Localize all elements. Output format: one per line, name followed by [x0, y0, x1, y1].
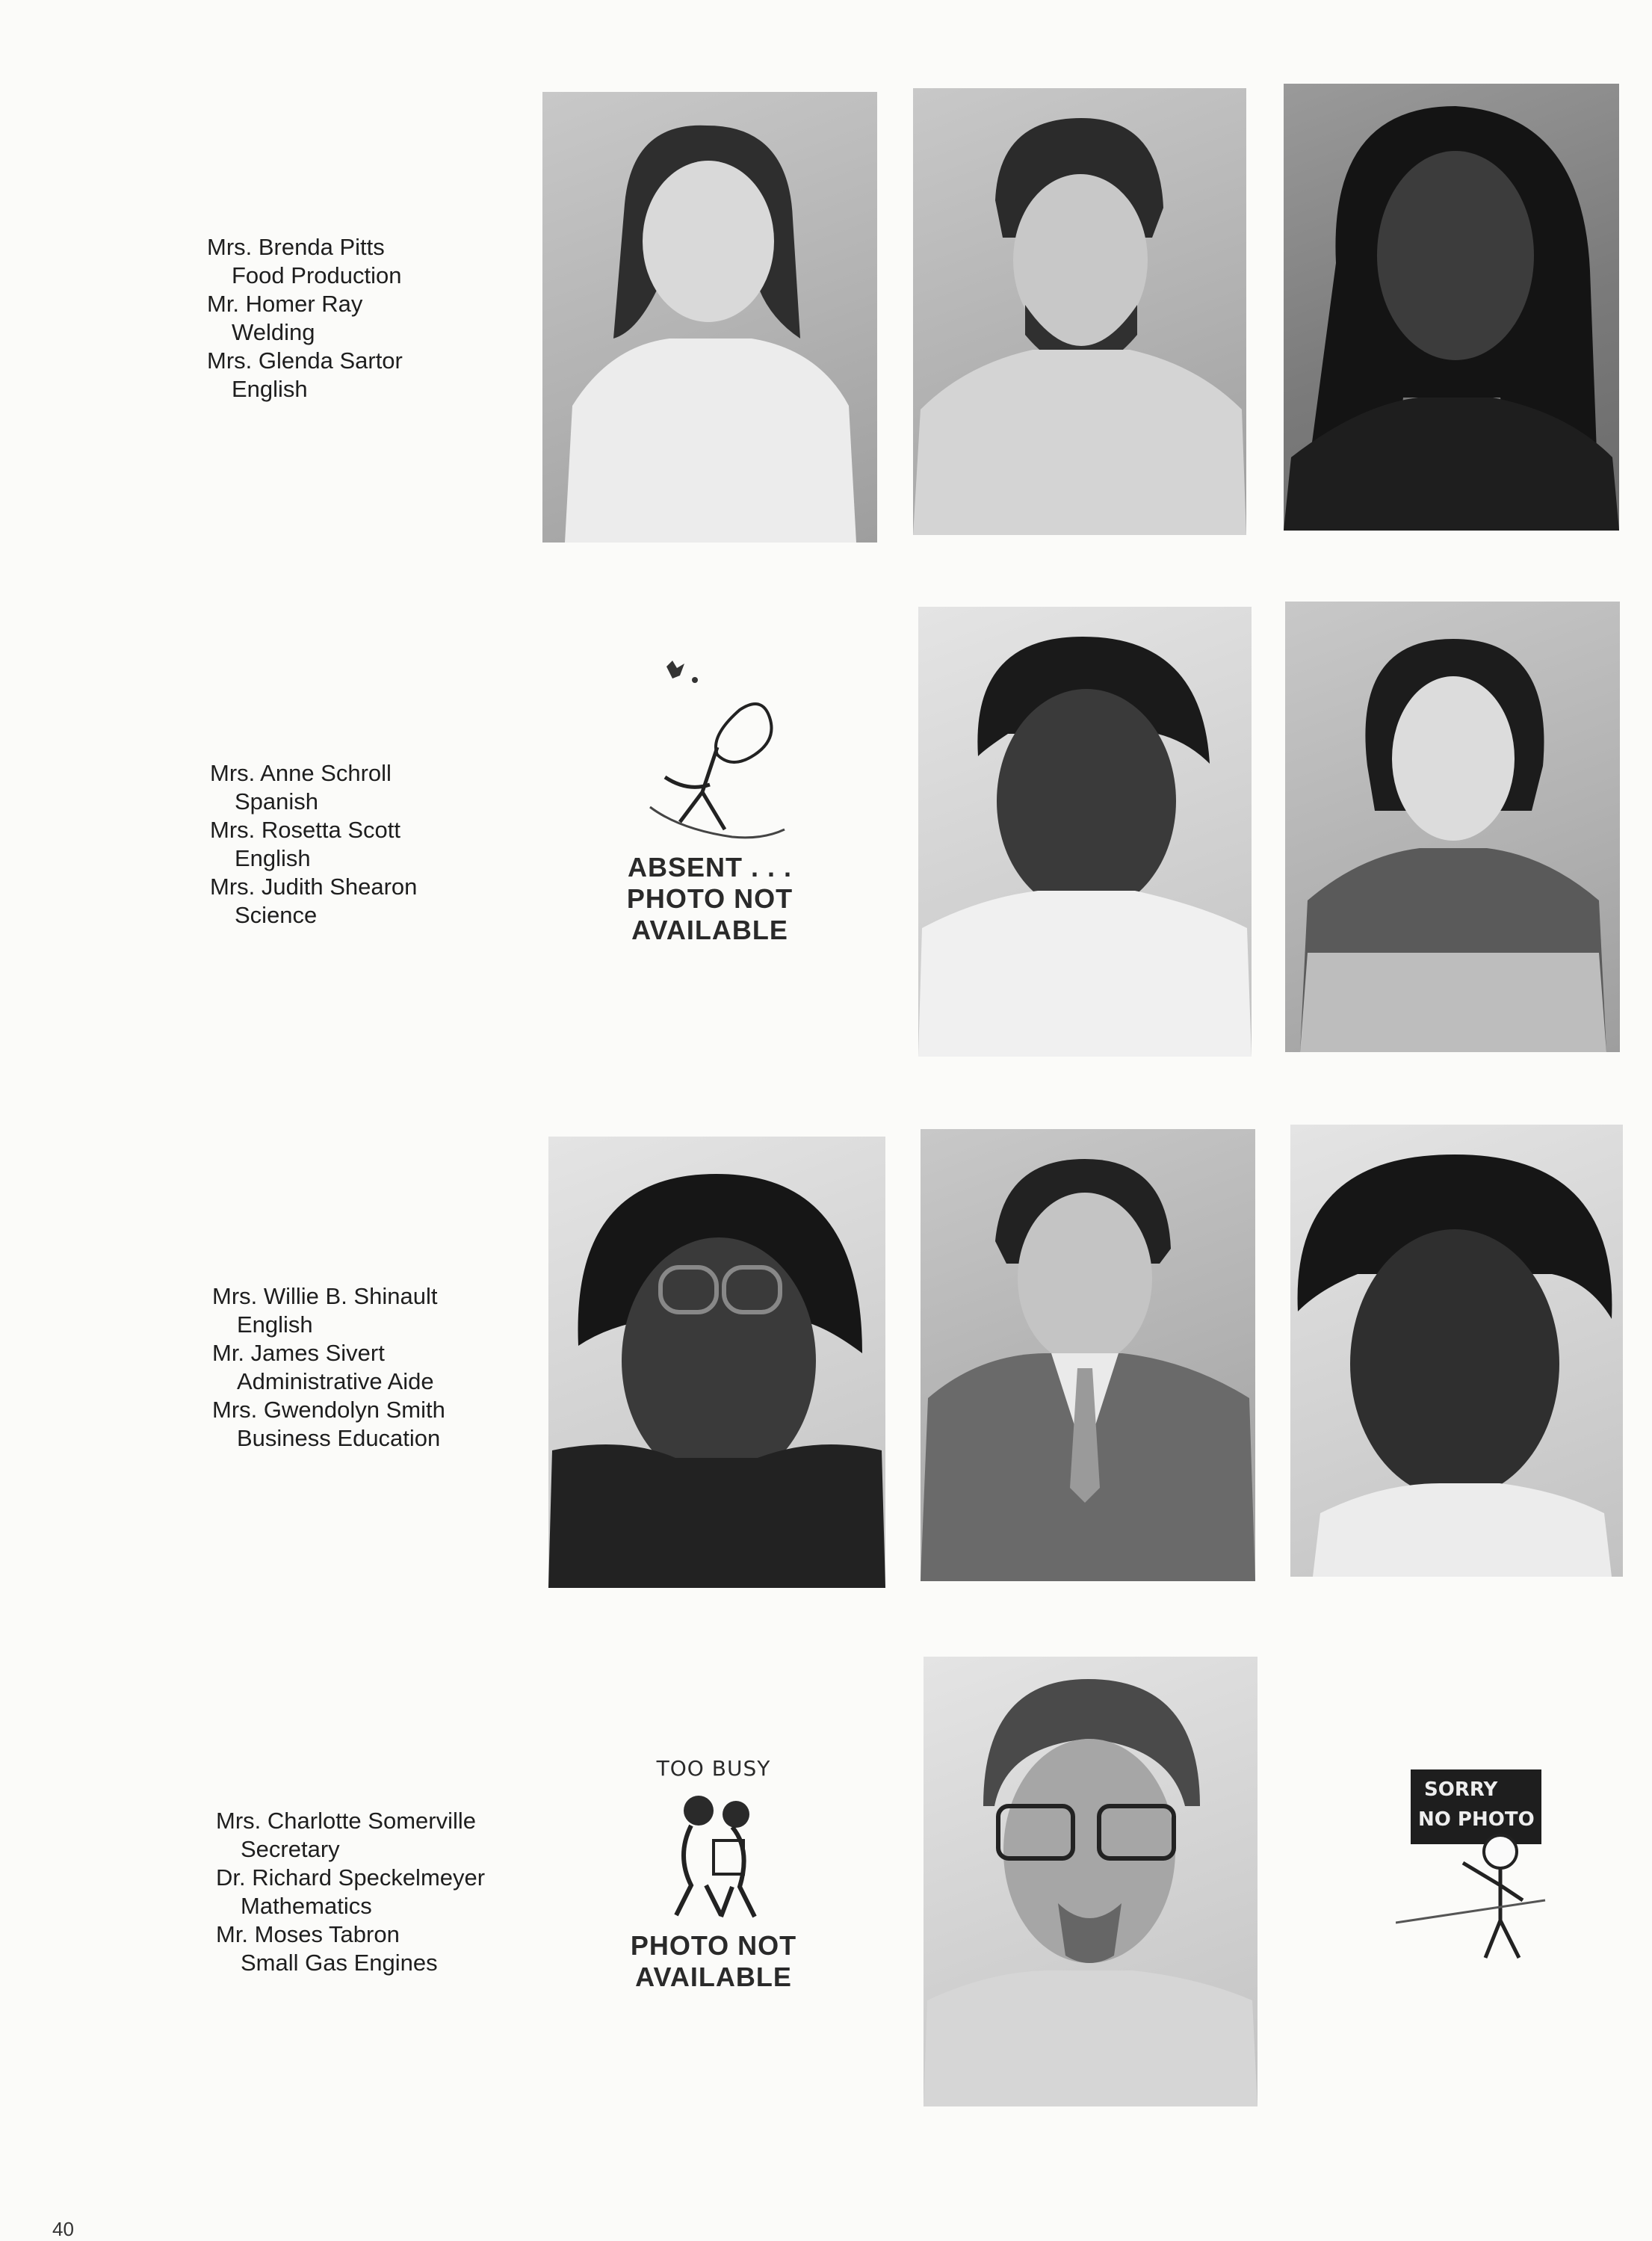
too-busy-line-1: PHOTO NOT	[630, 1930, 797, 1961]
name-list-row-2	[210, 759, 417, 930]
portrait-photo	[1284, 84, 1619, 531]
faculty-name: Mr. Moses Tabron	[216, 1921, 400, 1947]
faculty-name: Mr. James Sivert	[212, 1340, 385, 1366]
faculty-subject: English	[237, 1311, 313, 1338]
faculty-name: Mrs. Anne Schroll	[210, 760, 392, 786]
portrait-photo	[913, 88, 1246, 535]
page-number: 40	[52, 2218, 74, 2240]
sorry-line-2: NO PHOTO	[1418, 1808, 1535, 1831]
faculty-subject: Administrative Aide	[237, 1368, 434, 1394]
absent-placeholder	[598, 658, 822, 971]
portrait-photo	[548, 1137, 885, 1588]
faculty-name: Mrs. Charlotte Somerville	[216, 1808, 476, 1834]
faculty-name: Mr. Homer Ray	[207, 291, 363, 317]
faculty-name: Mrs. Judith Shearon	[210, 874, 418, 900]
sorry-line-1: SORRY	[1424, 1778, 1498, 1801]
faculty-subject: Secretary	[241, 1836, 340, 1862]
too-busy-placeholder	[601, 1756, 826, 2025]
faculty-name: Mrs. Rosetta Scott	[210, 817, 400, 843]
faculty-subject: Mathematics	[241, 1893, 372, 1919]
too-busy-heading: TOO BUSY	[656, 1756, 771, 1781]
faculty-subject: Business Education	[237, 1425, 441, 1451]
absent-line-2: PHOTO NOT	[626, 883, 793, 914]
portrait-photo	[918, 607, 1252, 1057]
sorry-placeholder	[1396, 1762, 1553, 1986]
tumbling-cartoon-icon	[620, 658, 799, 852]
faculty-subject: Small Gas Engines	[241, 1950, 438, 1976]
faculty-subject: Welding	[232, 319, 315, 345]
absent-line-3: AVAILABLE	[631, 915, 788, 945]
absent-line-1: ABSENT . . .	[627, 852, 793, 883]
faculty-subject: Food Production	[232, 262, 402, 288]
portrait-photo	[921, 1129, 1255, 1581]
portrait-photo	[924, 1657, 1257, 2106]
portrait-photo	[1290, 1125, 1623, 1577]
faculty-name: Mrs. Glenda Sartor	[207, 347, 403, 374]
too-busy-line-2: AVAILABLE	[635, 1962, 792, 1992]
name-list-row-3	[212, 1282, 445, 1453]
faculty-name: Mrs. Willie B. Shinault	[212, 1283, 438, 1309]
faculty-subject: Science	[235, 902, 318, 928]
faculty-name: Dr. Richard Speckelmeyer	[216, 1864, 486, 1891]
faculty-subject: English	[235, 845, 311, 871]
faculty-name: Mrs. Brenda Pitts	[207, 234, 385, 260]
faculty-subject: Spanish	[235, 788, 319, 815]
faculty-name: Mrs. Gwendolyn Smith	[212, 1397, 445, 1423]
faculty-subject: English	[232, 376, 308, 402]
name-list-row-1	[207, 233, 403, 404]
chalkboard-cartoon-icon	[1396, 1762, 1553, 1979]
name-list-row-4	[216, 1807, 485, 1977]
portrait-photo	[1285, 602, 1620, 1052]
running-kids-cartoon-icon	[639, 1781, 788, 1930]
portrait-photo	[542, 92, 877, 543]
